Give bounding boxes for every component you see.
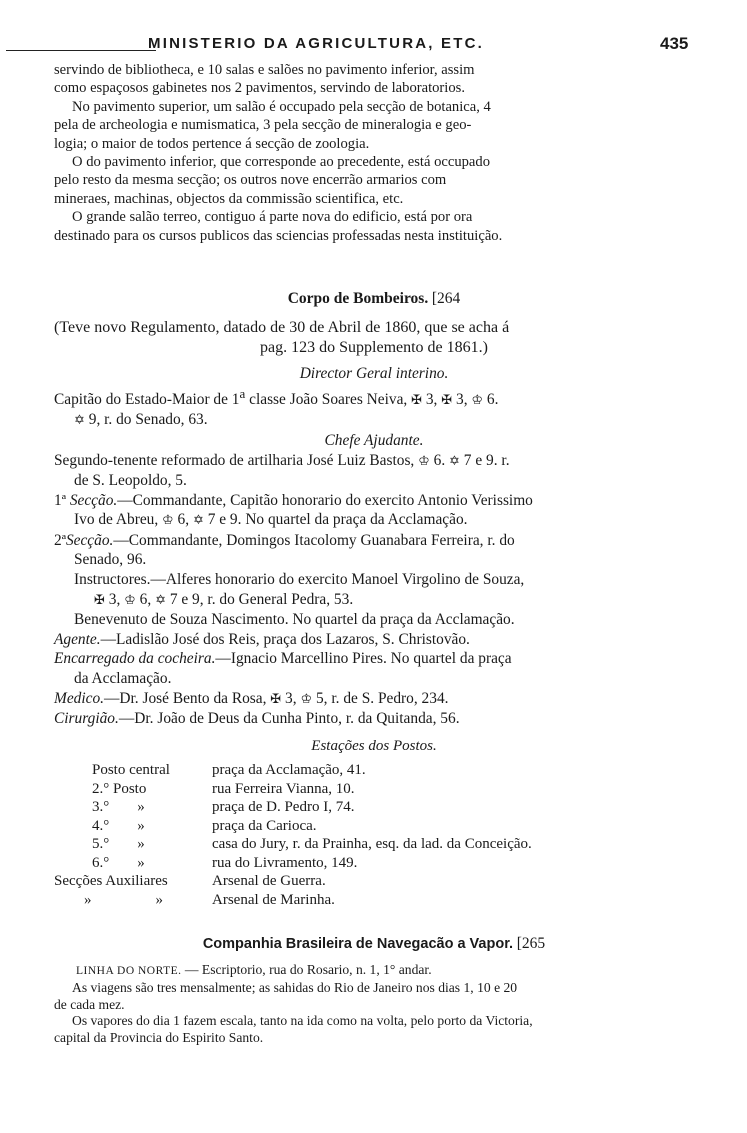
posto-name: 4.° — [92, 817, 110, 834]
instructores-line2 — [54, 590, 694, 611]
cocheira-line1 — [54, 649, 694, 669]
posto-row — [54, 854, 532, 873]
page-number: 435 — [660, 34, 689, 53]
intro-p4-line2: destinado para os cursos publicos das sciencias professadas nesta instituição. — [54, 227, 503, 244]
posto-name: 2.° Posto — [92, 780, 147, 797]
posto-ditto-mark: » — [137, 799, 145, 815]
auxiliares-arsenal-guerra: Arsenal de Guerra. — [212, 873, 326, 889]
auxiliares-ditto-mark: » — [84, 891, 92, 908]
posto-address: rua Ferreira Vianna, 10. — [212, 780, 355, 797]
posto-row — [54, 761, 532, 780]
cross-icon: ✠ — [270, 691, 282, 707]
companhia-title: Companhia Brasileira de Navegacão a Vapor. — [202, 936, 514, 952]
secao1-label: Secção. — [69, 491, 118, 509]
bombeiros-regulation — [54, 318, 694, 358]
ajudante-decor1: 6. — [429, 451, 450, 469]
secao2-label: Secção. — [65, 531, 114, 549]
director-decor3: 6. — [483, 390, 499, 408]
posto-address: praça de D. Pedro I, 74. — [212, 799, 355, 815]
secao1-number: 1ª — [54, 491, 66, 509]
page-header — [0, 33, 747, 57]
medico-address: 5, r. de S. Pedro, 234. — [312, 689, 449, 707]
auxiliares-ditto-mark: » — [155, 891, 163, 908]
star-icon: ✡ — [192, 513, 204, 529]
posto-address: rua do Livramento, 149. — [212, 854, 358, 871]
auxiliares-row — [54, 891, 532, 910]
bombeiros-number: [264 — [431, 290, 461, 307]
rose-cross-icon: ✠ — [411, 392, 423, 408]
bombeiros-heading — [54, 290, 694, 308]
posto-ditto-mark: » — [137, 854, 145, 871]
auxiliares-arsenal-marinha: Arsenal de Marinha. — [212, 891, 335, 908]
cirurgiao-line — [54, 709, 694, 729]
cocheira-label: Encarregado da cocheira. — [54, 650, 216, 668]
bombeiros-staff — [54, 364, 694, 729]
star-icon: ✡ — [449, 453, 460, 469]
bombeiros-title: Corpo de Bombeiros. — [287, 290, 429, 307]
secao2-line1 — [54, 531, 694, 551]
regulation-line1: (Teve novo Regulamento, datado de 30 de Abril de 1860, que se acha á — [54, 319, 510, 336]
intro-p2-line1: No pavimento superior, um salão é occupado pela secção de botanica, 4 — [72, 98, 491, 115]
postos-section — [54, 761, 694, 909]
crown-icon: ♔ — [162, 513, 174, 529]
posto-name: 5.° — [92, 836, 110, 852]
secao1-line2 — [54, 510, 694, 531]
crown-icon: ♔ — [471, 392, 484, 408]
instructores-address: 7 e 9, r. do General Pedra, 53. — [165, 590, 354, 608]
crown-icon: ♔ — [418, 453, 430, 469]
star-icon: ✡ — [155, 592, 166, 608]
posto-name: 6.° — [92, 854, 110, 871]
director-rank-sup: a — [239, 385, 246, 401]
agente-line — [54, 630, 694, 650]
posto-address: casa do Jury, r. da Prainha, esq. da lad. da Conceição. — [212, 836, 532, 852]
intro-p2-line3: logia; o maior de todos pertence á secção de zoologia. — [54, 135, 370, 152]
cocheira-line2: da Acclamação. — [74, 670, 172, 688]
posto-name: Posto central — [92, 762, 170, 778]
medico-decor1: 3, — [281, 689, 301, 707]
posto-row — [54, 780, 532, 799]
postos-table — [54, 761, 532, 909]
linha-label: LINHA DO NORTE. — [76, 965, 182, 977]
intro-p3-line1: O do pavimento inferior, que corresponde ao precedente, está occupado — [72, 154, 491, 171]
director-heading: Director Geral interino. — [299, 365, 449, 382]
companhia-number: [265 — [516, 935, 546, 952]
director-name: classe João Soares Neiva, — [245, 390, 412, 408]
crown-icon: ♔ — [124, 592, 136, 608]
intro-p2-line2: pela de archeologia e numismatica, 3 pela secção de mineralogia e geo- — [54, 117, 472, 134]
auxiliares-label: Secções Auxiliares — [54, 873, 168, 889]
header-rule — [6, 50, 156, 51]
vapores-line2: capital da Provincia do Espirito Santo. — [54, 1030, 264, 1046]
secao1-decor1: 6, — [173, 511, 193, 529]
intro-p4-line1: O grande salão terreo, contiguo á parte nova do edificio, está por ora — [72, 209, 473, 226]
cocheira-text: —Ignacio Marcellino Pires. No quartel da praça — [215, 650, 512, 668]
ajudante-name: Segundo-tenente reformado de artilharia José Luiz Bastos, — [54, 451, 419, 469]
director-rank: Capitão do Estado-Maior de 1 — [54, 390, 240, 408]
crown-icon: ♔ — [300, 691, 313, 707]
instructores-decor2: 6, — [135, 590, 156, 608]
secao1-name: Ivo de Abreu, — [74, 511, 163, 529]
auxiliares-row — [54, 872, 532, 891]
ajudante-line1 — [54, 451, 694, 472]
director-address: 9, r. do Senado, 63. — [84, 411, 208, 429]
secao2-number: 2ª — [54, 531, 66, 549]
cross-icon: ✠ — [441, 392, 453, 408]
agente-text: —Ladislão José dos Reis, praça dos Lazaros, S. Christovão. — [100, 630, 470, 648]
intro-section — [54, 61, 694, 245]
linha-line — [54, 962, 694, 980]
secao1-line1 — [54, 491, 694, 511]
header-title: MINISTERIO DA AGRICULTURA, ETC. — [148, 35, 484, 52]
posto-address: praça da Carioca. — [212, 817, 317, 834]
secao1-text: —Commandante, Capitão honorario do exercito Antonio Verissimo — [117, 491, 533, 509]
posto-address: praça da Acclamação, 41. — [212, 762, 366, 778]
ajudante-line2: de S. Leopoldo, 5. — [74, 472, 187, 490]
director-decor2: 3, — [452, 390, 472, 408]
director-decor1: 3, — [422, 390, 442, 408]
companhia-heading — [54, 935, 694, 953]
secao1-decor2: 7 e 9. No quartel da praça da Acclamação. — [203, 511, 468, 529]
director-line2 — [54, 410, 694, 431]
posto-row — [54, 835, 532, 854]
benevenuto-line: Benevenuto de Souza Nascimento. No quartel da praça da Acclamação. — [74, 611, 515, 629]
star-icon: ✡ — [74, 413, 85, 429]
posto-name: 3.° — [92, 799, 110, 815]
cross-icon: ✠ — [94, 592, 105, 608]
viagens-line2: de cada mez. — [54, 996, 125, 1012]
medico-name: —Dr. José Bento da Rosa, — [104, 689, 271, 707]
agente-label: Agente. — [54, 630, 101, 648]
postos-heading: Estações dos Postos. — [311, 738, 437, 754]
secao2-line2: Senado, 96. — [74, 551, 147, 569]
instructores-decor1: 3, — [104, 590, 125, 608]
intro-p3-line2: pelo resto da mesma secção; os outros nove encerrão armarios com — [54, 172, 447, 189]
intro-p1-line1: servindo de bibliotheca, e 10 salas e salões no pavimento inferior, assim — [54, 62, 475, 78]
ajudante-heading: Chefe Ajudante. — [324, 431, 424, 449]
medico-line — [54, 689, 694, 710]
director-line1 — [54, 384, 694, 411]
intro-p1-line2: como espaçosos gabinetes nos 2 pavimentos, servindo de laboratorios. — [54, 80, 465, 97]
secao2-text: —Commandante, Domingos Itacolomy Guanabara Ferreira, r. do — [113, 531, 515, 549]
posto-row — [54, 798, 532, 817]
regulation-line2: pag. 123 do Supplemento de 1861.) — [260, 339, 488, 356]
viagens-line1: As viagens são tres mensalmente; as sahidas do Rio de Janeiro nos dias 1, 10 e 20 — [72, 979, 518, 995]
cirurgiao-label: Cirurgião. — [54, 710, 119, 728]
vapores-line1: Os vapores do dia 1 fazem escala, tanto na ida como na volta, pelo porto da Victoria, — [72, 1013, 533, 1029]
cirurgiao-text: —Dr. João de Deus da Cunha Pinto, r. da Quitanda, 56. — [118, 710, 460, 728]
posto-row — [54, 817, 532, 836]
intro-p3-line3: mineraes, machinas, objectos da commissão scientifica, etc. — [54, 190, 404, 207]
ajudante-decor2: 7 e 9. r. — [459, 451, 510, 469]
medico-label: Medico. — [54, 689, 104, 707]
posto-ditto-mark: » — [137, 836, 145, 852]
linha-text: — Escriptorio, rua do Rosario, n. 1, 1° andar. — [181, 962, 432, 977]
instructores-line1: Instructores.—Alferes honorario do exercito Manoel Virgolino de Souza, — [74, 571, 525, 589]
companhia-section — [54, 962, 694, 1047]
posto-ditto-mark: » — [137, 817, 145, 834]
